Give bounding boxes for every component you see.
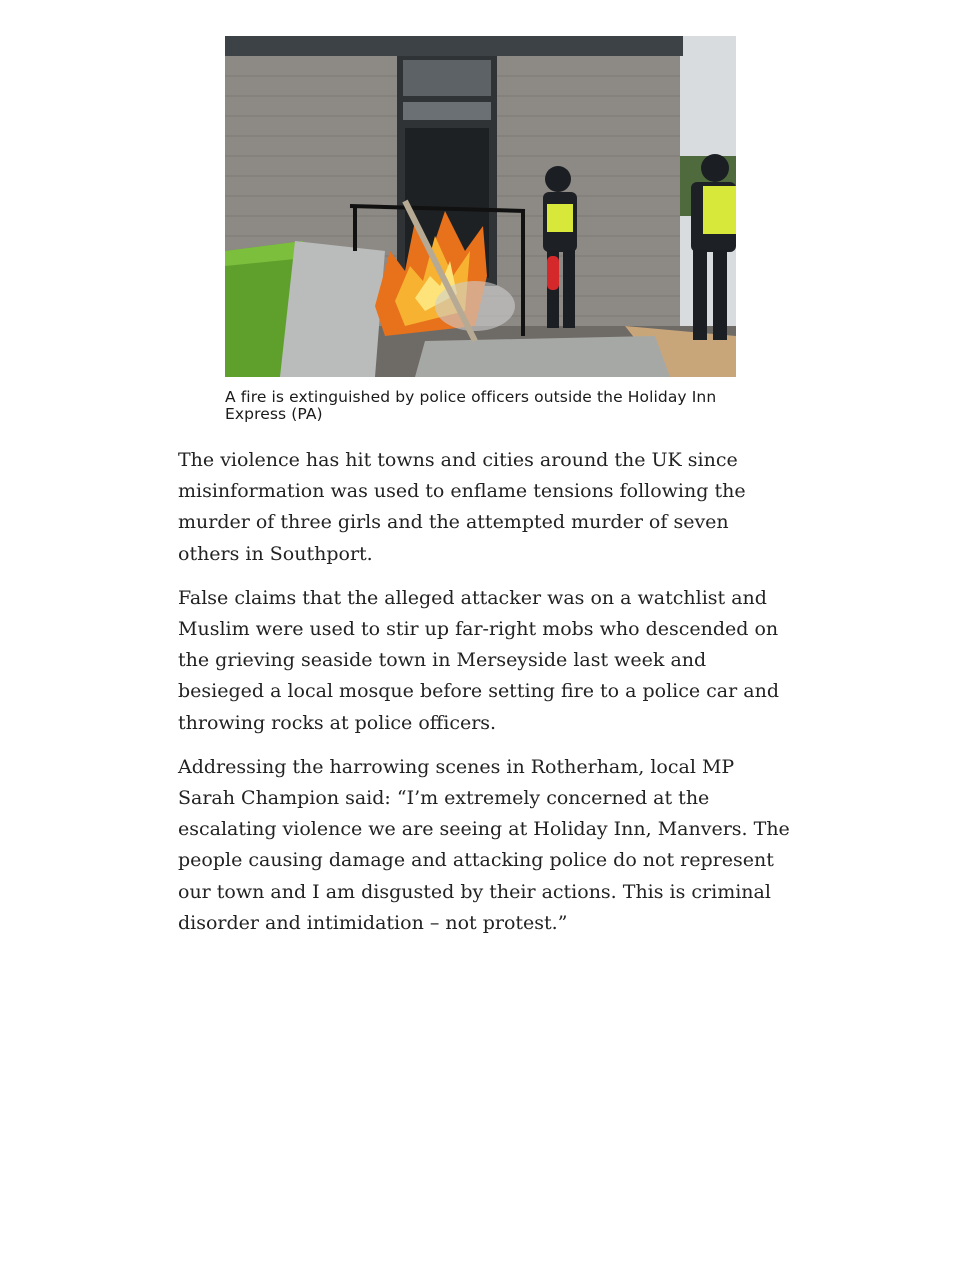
article-paragraph: Addressing the harrowing scenes in Rotherham, local MP Sarah Champion said: “I’m extremely concerned at the escalating violence we are seeing at Holiday Inn, Manvers. The people causing damage and attacking police do not represent our town and I am disgusted by their actions. This is criminal disorder and intimidation – not protest.” xyxy=(178,755,790,934)
photo-caption: A fire is extinguished by police officers outside the Holiday Inn Express (PA) xyxy=(225,388,717,423)
article-paragraph: False claims that the alleged attacker was on a watchlist and Muslim were used to stir up far-right mobs who descended on the grieving seaside town in Merseyside last week and besieged a local mosque before setting fire to a police car and throwing rocks at police officers. xyxy=(178,586,779,734)
article-paragraph: The violence has hit towns and cities around the UK since misinformation was used to enflame tensions following the murder of three girls and the attempted murder of seven others in Southport. xyxy=(178,449,746,565)
article-body xyxy=(178,445,790,952)
photo-illustration xyxy=(225,36,736,377)
news-photo xyxy=(225,36,736,377)
